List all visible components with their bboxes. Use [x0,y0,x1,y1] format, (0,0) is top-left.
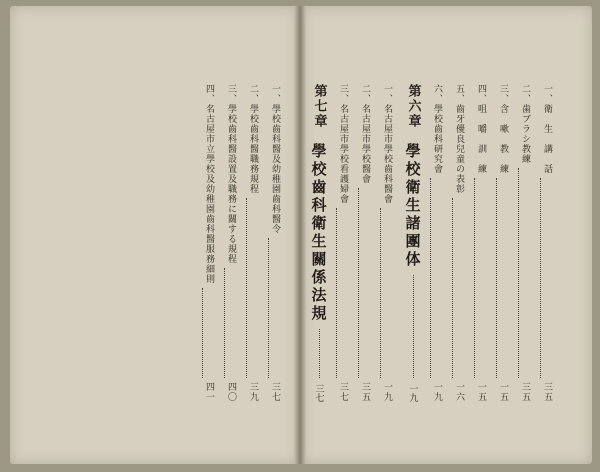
leader-dots [518,168,532,378]
toc-entry [380,84,394,402]
toc-entry-page: 三五 [360,382,370,402]
toc-entry [452,84,466,402]
toc-entry-title: 六、學校齒科研究會 [432,84,442,174]
book-gutter [294,6,306,464]
toc-entry [202,84,216,402]
leader-dots [430,178,444,378]
leader-dots [224,268,238,378]
toc-entry-title: 四、名古屋市立學校及幼稚園齒科醫服務細則 [204,84,214,284]
toc-entry-title: 一、名古屋市學校齒科醫會 [382,84,392,204]
toc-entry-page: 三五 [542,382,552,402]
toc-entry-title: 二、學校齒科醫職務規程 [248,84,258,194]
toc-entry-page: 三九 [248,382,258,402]
leader-dots [474,178,488,378]
toc-entry-page: 一五 [498,382,508,402]
toc-entry-page: 一九 [432,382,442,402]
toc-entry [358,84,372,402]
toc-entry [430,84,444,402]
toc-entry-title: 二、歯ブラシ教練 [520,84,530,164]
leader-dots [336,208,350,378]
toc-entry [540,84,554,402]
toc-entry-title: 二、名古屋市學校醫會 [360,84,370,184]
chapter-title: 學校衛生諸團体 [403,143,422,269]
toc-entry-page: 三七 [270,382,280,402]
toc-entry-title: 三、學校齒科醫設置及職務に關する規程 [226,84,236,264]
toc-entry [336,84,350,402]
toc-entry [496,84,510,402]
leader-dots [268,238,282,378]
toc-entry [474,84,488,402]
leader-dots [496,178,510,378]
chapter-heading [402,84,424,402]
chapter-number: 第七章 [311,84,327,129]
chapter-number: 第六章 [405,84,421,129]
leader-dots [380,208,394,378]
leader-dots [202,288,216,378]
toc-entry-page: 三七 [338,382,348,402]
toc-entry-page: 一六 [454,382,464,402]
leader-dots [319,329,320,378]
toc-entry-title: 五、齒牙優良兒童の表彰 [454,84,464,194]
leader-dots [540,178,554,378]
toc-entry-page: 一五 [476,382,486,402]
chapter-page: 三七 [313,384,324,402]
toc-entry-title: 四、咀 嚼 訓 練 [476,84,486,174]
toc-entry [224,84,238,402]
chapter-heading [308,84,330,402]
toc-entry-page: 四〇 [226,382,236,402]
leader-dots [413,275,414,378]
leader-dots [452,198,466,378]
toc-entry [246,84,260,402]
chapter-title: 學校齒科衛生關係法規 [309,143,328,323]
toc-entry-page: 一九 [382,382,392,402]
leader-dots [358,188,372,378]
toc-entry-title: 一、學校齒科醫及幼稚園齒科醫令 [270,84,280,234]
toc-entry-title: 三、名古屋市學校看護婦會 [338,84,348,204]
toc-entry-title: 一、衛 生 講 話 [542,84,552,174]
leader-dots [246,198,260,378]
toc-entry [518,84,532,402]
toc-entry-title: 三、含 嗽 教 練 [498,84,508,174]
toc-entry-page: 三五 [520,382,530,402]
chapter-page: 一九 [407,384,418,402]
toc-entry-page: 四一 [204,382,214,402]
toc-entry [268,84,282,402]
